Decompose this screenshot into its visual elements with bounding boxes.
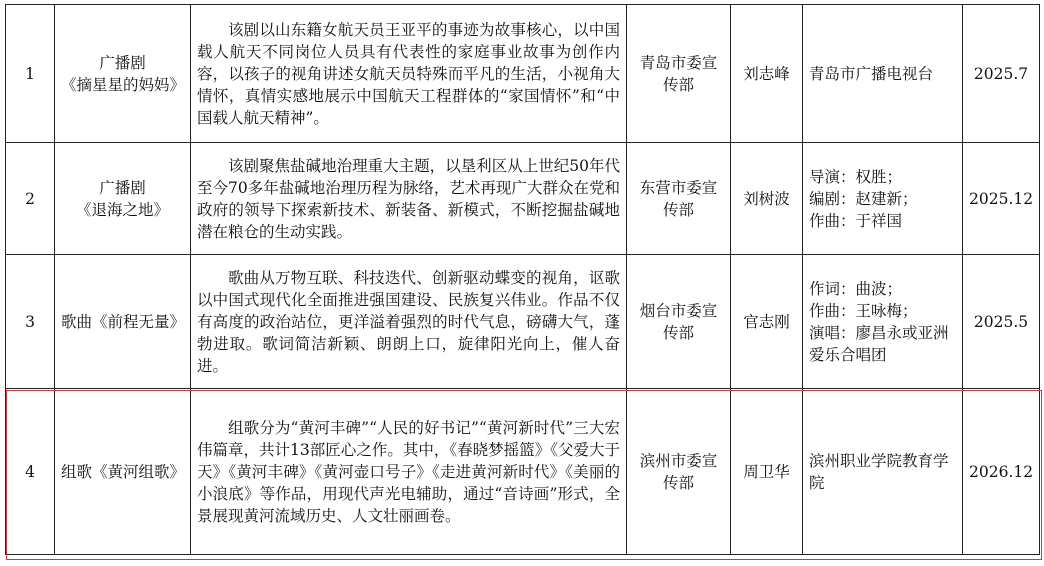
description-text: 该剧以山东籍女航天员王亚平的事迹为故事核心，以中国载人航天不同岗位人员具有代表性的家庭事业故事为创作内容，以孩子的视角讲述女航天员特殊而平凡的生活，小视角大情怀，真情实感地展示中国航天工程群体的“家国情怀”和“中国载人航天精神”。 — [197, 20, 620, 127]
completion-date: 2025.5 — [963, 255, 1040, 389]
description-text: 组歌分为“黄河丰碑”“人民的好书记”“黄河新时代”三大宏伟篇章，共计13部匠心之作。其中，《春晓梦摇篮》《父爱大于天》《黄河丰碑》《黄河壶口号子》《走进黄河新时代》《美丽的小浪底》等作品，用现代声光电辅助，通过“音诗画”形式，全景展现黄河流域历史、人文壮丽画卷。 — [197, 418, 620, 525]
contact-person: 刘树波 — [731, 143, 803, 255]
organization: 滨州市委宣传部 — [627, 389, 731, 555]
work-name — [55, 255, 191, 389]
work-description — [191, 255, 627, 389]
table-row — [6, 143, 1040, 255]
completion-date: 2025.12 — [963, 143, 1040, 255]
creative-team — [803, 255, 963, 389]
contact-person: 周卫华 — [731, 389, 803, 555]
contact-person: 刘志峰 — [731, 5, 803, 143]
row-index: 2 — [6, 143, 55, 255]
work-name-line: 广播剧 — [99, 53, 146, 72]
work-name-line: 歌曲《前程无量》 — [61, 312, 186, 331]
work-name-line: 广播剧 — [99, 178, 146, 197]
table-row — [6, 5, 1040, 143]
creative-team — [803, 5, 963, 143]
description-text: 该剧聚焦盐碱地治理重大主题，以垦利区从上世纪50年代至今70多年盐碱地治理历程为脉络，艺术再现广大群众在党和政府的领导下探索新技术、新装备、新模式，不断挖掘盐碱地潜在粮仓的生动实践。 — [197, 156, 620, 241]
work-description — [191, 5, 627, 143]
organization: 烟台市委宣传部 — [627, 255, 731, 389]
work-description — [191, 143, 627, 255]
work-description — [191, 389, 627, 555]
work-name-line: 《摘星星的妈妈》 — [61, 75, 186, 94]
work-name — [55, 5, 191, 143]
row-index: 4 — [6, 389, 55, 555]
table-row — [6, 389, 1040, 555]
row-index: 1 — [6, 5, 55, 143]
work-name — [55, 389, 191, 555]
organization: 青岛市委宣传部 — [627, 5, 731, 143]
work-name-line: 组歌《黄河组歌》 — [61, 462, 186, 481]
team-line: 作曲：王咏梅； — [809, 301, 918, 320]
team-line: 作词：曲波； — [809, 279, 903, 298]
completion-date: 2025.7 — [963, 5, 1040, 143]
row-index: 3 — [6, 255, 55, 389]
team-line: 编剧：赵建新； — [809, 189, 918, 208]
team-line: 导演：权胜； — [809, 167, 903, 186]
creative-team — [803, 143, 963, 255]
team-line: 作曲：于祥国 — [809, 211, 903, 230]
description-text: 歌曲从万物互联、科技迭代、创新驱动蝶变的视角，讴歌以中国式现代化全面推进强国建设、民族复兴伟业。作品不仅有高度的政治站位，更洋溢着强烈的时代气息，磅礴大气，蓬勃进取。歌词简洁新颖、朗朗上口，旋律阳光向上，催人奋进。 — [197, 268, 620, 375]
work-name-line: 《退海之地》 — [75, 200, 169, 219]
team-line: 演唱：廖昌永或亚洲爱乐合唱团 — [809, 323, 949, 364]
table-row — [6, 255, 1040, 389]
project-table — [5, 4, 1040, 555]
work-name — [55, 143, 191, 255]
team-line: 滨州职业学院教育学院 — [809, 451, 949, 492]
completion-date: 2026.12 — [963, 389, 1040, 555]
organization: 东营市委宣传部 — [627, 143, 731, 255]
contact-person: 官志刚 — [731, 255, 803, 389]
creative-team — [803, 389, 963, 555]
team-line: 青岛市广播电视台 — [809, 64, 934, 83]
